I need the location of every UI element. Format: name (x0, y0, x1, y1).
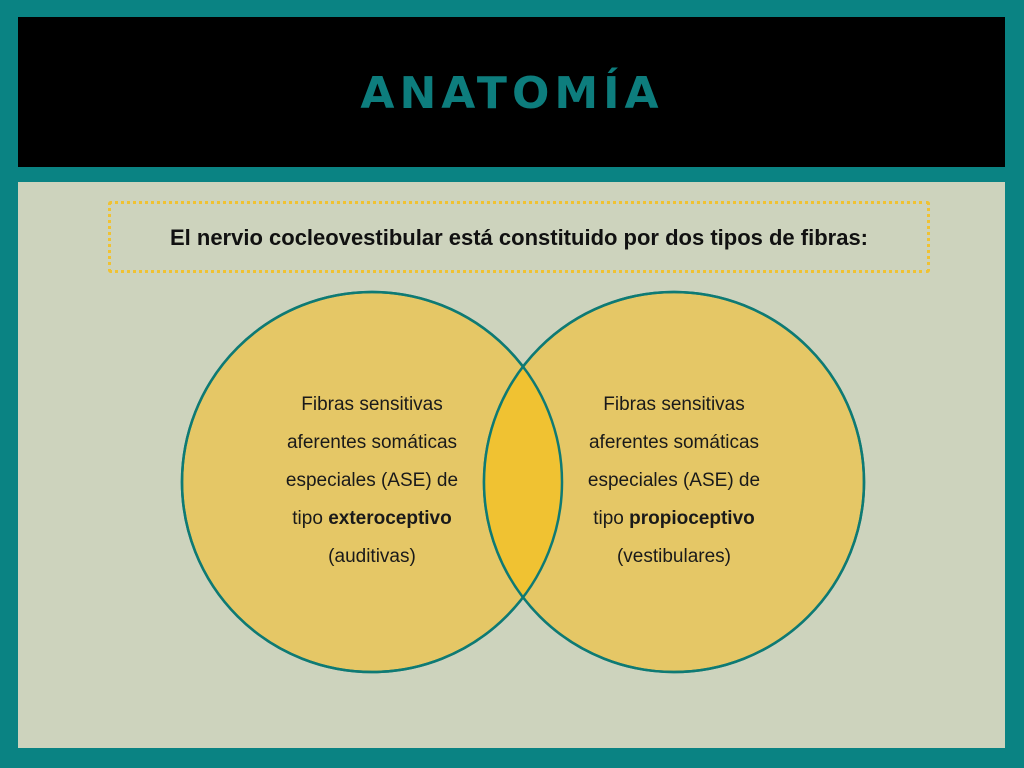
venn-right-line4 (559, 500, 789, 538)
venn-right-prefix: tipo (593, 508, 624, 529)
venn-right-line5: (vestibulares) (616, 546, 732, 567)
venn-right-line1: Fibras sensitivas (603, 394, 745, 415)
venn-right-line2: aferentes somáticas (588, 432, 760, 453)
venn-left-line5: (auditivas) (328, 546, 416, 567)
venn-right-text (559, 386, 789, 576)
slide-title: ANATOMÍA (360, 68, 664, 119)
venn-left-prefix: tipo (292, 508, 323, 529)
venn-left-line4 (257, 500, 487, 538)
venn-left-line3: especiales (ASE) de (285, 470, 459, 491)
venn-left-line1: Fibras sensitivas (301, 394, 443, 415)
venn-right-emphasis: propioceptivo (629, 508, 755, 529)
venn-left-emphasis: exteroceptivo (328, 508, 452, 529)
venn-left-line2: aferentes somáticas (286, 432, 458, 453)
venn-left-text (257, 386, 487, 576)
intro-text: El nervio cocleovestibular está constituido por dos tipos de fibras: (169, 224, 869, 250)
venn-right-line3: especiales (ASE) de (587, 470, 761, 491)
